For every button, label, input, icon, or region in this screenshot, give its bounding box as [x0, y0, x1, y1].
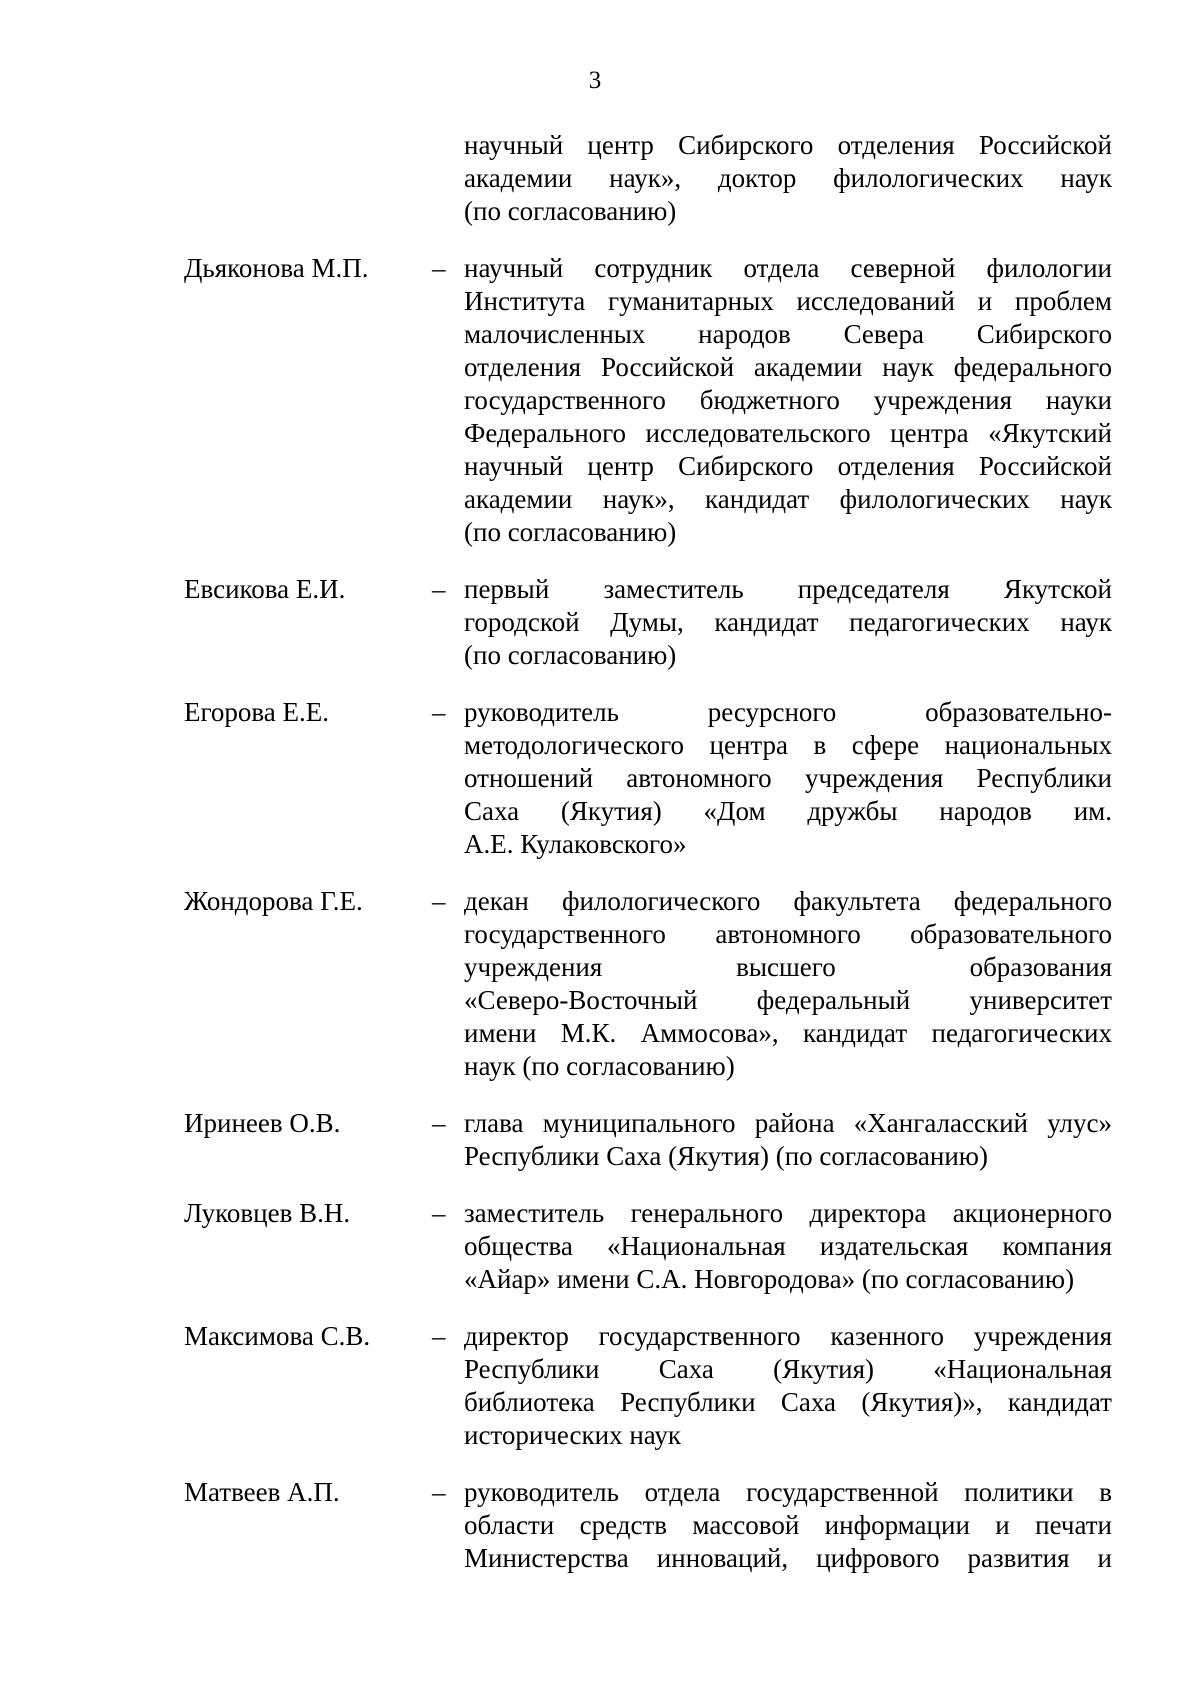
member-description — [464, 1107, 1112, 1173]
desc-line: методологического центра в сфере национальных — [464, 730, 1112, 760]
desc-line: Республики Саха (Якутия) «Национальная — [464, 1354, 1112, 1384]
desc-line: Федерального исследовательского центра «Якутский — [464, 418, 1112, 448]
dash: – — [432, 574, 446, 604]
member-name: Максимова С.В. — [184, 1321, 371, 1351]
desc-line: Министерства инноваций, цифрового развития и — [464, 1543, 1112, 1573]
desc-line: «Северо-Восточный федеральный университет — [464, 985, 1112, 1015]
member-entry — [184, 885, 1112, 1083]
desc-line: руководитель отдела государственной политики в — [464, 1477, 1112, 1507]
desc-line: учреждения высшего образования — [464, 952, 1112, 982]
desc-line: отношений автономного учреждения Республики — [464, 763, 1112, 793]
member-description — [464, 573, 1112, 672]
desc-line: исторических наук — [464, 1420, 682, 1450]
member-entry — [184, 252, 1112, 549]
continuation-description — [464, 129, 1112, 228]
member-name: Матвеев А.П. — [184, 1477, 340, 1507]
desc-line: академии наук», кандидат филологических наук — [464, 484, 1112, 514]
desc-line: области средств массовой информации и печати — [464, 1510, 1112, 1540]
dash: – — [432, 253, 446, 283]
member-name: Егорова Е.Е. — [184, 697, 330, 727]
desc-line: директор государственного казенного учреждения — [464, 1321, 1112, 1351]
desc-line: руководитель ресурсного образовательно- — [464, 697, 1112, 727]
continuation-block — [464, 129, 1112, 228]
desc-line: отделения Российской академии наук федерального — [464, 352, 1112, 382]
member-entry — [184, 1320, 1112, 1452]
dash: – — [432, 697, 446, 727]
desc-line: городской Думы, кандидат педагогических наук — [464, 607, 1112, 637]
member-description — [464, 885, 1112, 1083]
desc-line: научный центр Сибирского отделения Российской — [464, 130, 1112, 160]
member-description — [464, 696, 1112, 861]
desc-line: первый заместитель председателя Якутской — [464, 574, 1112, 604]
desc-line: общества «Национальная издательская компания — [464, 1231, 1112, 1261]
desc-line: (по согласованию) — [464, 196, 677, 226]
desc-line: «Айар» имени С.А. Новгородова» (по согласованию) — [464, 1264, 1075, 1294]
member-name: Жондорова Г.Е. — [184, 886, 363, 916]
member-name: Дьяконова М.П. — [184, 253, 369, 283]
dash: – — [432, 1477, 446, 1507]
desc-line: глава муниципального района «Хангаласский улус» — [464, 1108, 1112, 1138]
desc-line: наук (по согласованию) — [464, 1051, 735, 1081]
member-description — [464, 252, 1112, 549]
desc-line: научный центр Сибирского отделения Российской — [464, 451, 1112, 481]
desc-line: государственного бюджетного учреждения науки — [464, 385, 1112, 415]
member-description — [464, 1197, 1112, 1296]
desc-line: (по согласованию) — [464, 517, 677, 547]
dash: – — [432, 1321, 446, 1351]
dash: – — [432, 1198, 446, 1228]
desc-line: Саха (Якутия) «Дом дружбы народов им. — [464, 796, 1112, 826]
member-description — [464, 1320, 1112, 1452]
desc-line: (по согласованию) — [464, 640, 677, 670]
desc-line: научный сотрудник отдела северной филологии — [464, 253, 1112, 283]
desc-line: Института гуманитарных исследований и проблем — [464, 286, 1112, 316]
desc-line: заместитель генерального директора акционерного — [464, 1198, 1112, 1228]
desc-line: имени М.К. Аммосова», кандидат педагогических — [464, 1018, 1112, 1048]
desc-line: А.Е. Кулаковского» — [464, 829, 687, 859]
member-name: Евсикова Е.И. — [184, 574, 346, 604]
desc-line: государственного автономного образовательного — [464, 919, 1112, 949]
member-name: Луковцев В.Н. — [184, 1198, 351, 1228]
member-entry — [184, 1107, 1112, 1173]
desc-line: Республики Саха (Якутия) (по согласованию) — [464, 1141, 988, 1171]
member-description — [464, 1476, 1112, 1575]
desc-line: декан филологического факультета федерального — [464, 886, 1112, 916]
document-body — [184, 129, 1112, 1599]
member-entry — [184, 1197, 1112, 1296]
member-entry — [184, 696, 1112, 861]
member-name: Иринеев О.В. — [184, 1108, 341, 1138]
desc-line: малочисленных народов Севера Сибирского — [464, 319, 1112, 349]
desc-line: библиотека Республики Саха (Якутия)», кандидат — [464, 1387, 1112, 1417]
dash: – — [432, 1108, 446, 1138]
page-number: 3 — [588, 67, 602, 94]
dash: – — [432, 886, 446, 916]
member-entry — [184, 573, 1112, 672]
member-entry — [184, 1476, 1112, 1575]
desc-line: академии наук», доктор филологических наук — [464, 163, 1112, 193]
